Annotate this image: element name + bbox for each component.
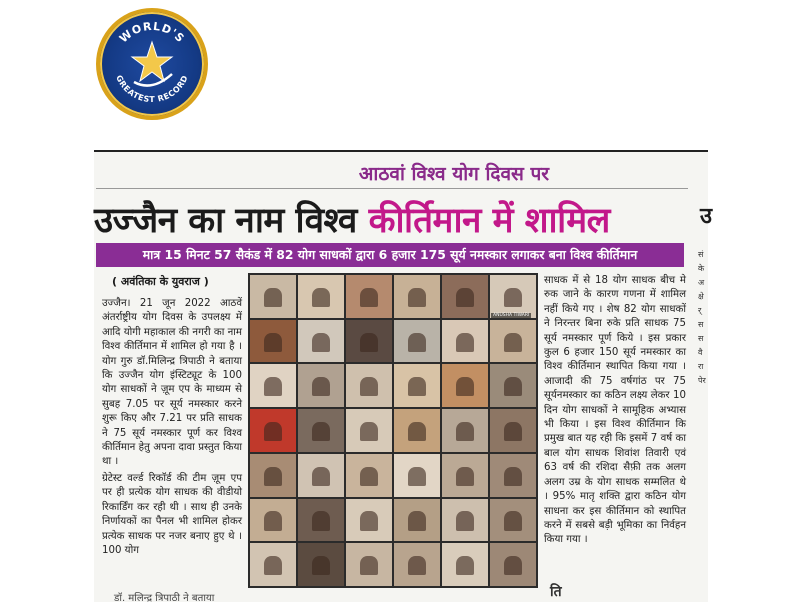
participant-figure <box>360 288 378 307</box>
participant-figure <box>312 333 330 352</box>
participant-figure <box>504 467 522 486</box>
participant-figure <box>360 333 378 352</box>
zoom-participant-tile <box>442 499 488 542</box>
participant-figure <box>456 467 474 486</box>
paragraph: उज्जैन। 21 जून 2022 आठवें अंतर्राष्ट्रीय योग दिवस के उपलक्ष्य में आदि योगी महाकाल की नगरी का नाम विश्व कीर्तिमान में शामिल हो गया है । योग गुरु डॉ.मिलिन्द्र त्रिपाठी ने बताया कि उज्जैन योग इंस्टिट्यूट के 100 योग साधकों ने ज़ूम एप के माध्यम से सुबह 7.05 पर सूर्य नमस्कार करने शुरू किए और 7.21 पर प्रति साधक ने 75 सूर्य नमस्कार पूर्ण कर विश्व कीर्तिमान हेतु अपना दावा प्रस्तुत किया था । <box>102 298 242 468</box>
participant-figure <box>456 422 474 441</box>
zoom-participant-tile <box>490 499 536 542</box>
zoom-participant-tile <box>394 320 440 363</box>
zoom-participant-tile <box>250 499 296 542</box>
zoom-participant-tile <box>442 409 488 452</box>
zoom-participant-tile <box>442 454 488 497</box>
participant-figure <box>312 556 330 575</box>
participant-name: ANUSHA TIWARI <box>493 312 530 318</box>
article-headline <box>94 196 694 243</box>
participant-figure <box>408 288 426 307</box>
zoom-participant-tile <box>442 320 488 363</box>
participant-figure <box>312 288 330 307</box>
participant-figure <box>408 377 426 396</box>
kicker-divider <box>96 188 688 189</box>
participant-figure <box>504 288 522 307</box>
newspaper-clipping <box>94 150 713 604</box>
zoom-participant-tile <box>250 320 296 363</box>
participant-figure <box>408 556 426 575</box>
zoom-participant-tile <box>250 454 296 497</box>
zoom-participant-tile <box>346 454 392 497</box>
participant-figure <box>360 511 378 530</box>
zoom-participant-tile <box>346 499 392 542</box>
participant-figure <box>456 511 474 530</box>
participant-figure <box>264 467 282 486</box>
zoom-participant-tile <box>490 364 536 407</box>
zoom-participant-tile <box>490 320 536 363</box>
participant-figure <box>408 511 426 530</box>
article-byline: ( अवंतिका के युवराज ) <box>112 275 209 288</box>
zoom-participant-tile <box>394 275 440 318</box>
zoom-participant-tile <box>346 543 392 586</box>
zoom-participant-tile <box>442 364 488 407</box>
participant-figure <box>504 422 522 441</box>
participant-figure <box>312 467 330 486</box>
footer-right-fragment: ति <box>550 584 565 600</box>
paragraph: साधक में से 18 योग साधक बीच मे रुक जाने के कारण गणना में शामिल नहीं किये गए । शेष 82 योग साधकों ने निरन्तर बिना रुके प्रति साधक 75 सूर्य नमस्कार पूर्ण किये । इस प्रकार कुल 6 हजार 150 सूर्य नमस्कार का विश्व कीर्तिमान स्थापित किया गया । आजादी की 75 वर्षगांठ पर 75 सूर्यनमस्कार का कठिन लक्ष्य लेकर 10 दिन योग साधकों ने सामूहिक अभ्यास भी किया । इस विश्व कीर्तिमान कि प्रमुख बात यह रही कि इसमें 7 वर्ष का बाल योग साधक शिवांश तिवारी एवं 63 वर्ष की रशिदा सैफ़ी तक अलग अलग उम्र के योग साधक सम्मलित थे । 95% मातृ शक्ति द्वारा कठिन योग साधना कर इस कीर्तिमान को स्थापित करने में सबसे बड़ी भूमिका का निर्वहन किया गया । <box>544 275 686 546</box>
zoom-call-grid-photo <box>248 273 538 588</box>
participant-figure <box>504 511 522 530</box>
participant-figure <box>360 467 378 486</box>
zoom-participant-tile <box>250 275 296 318</box>
participant-figure <box>312 422 330 441</box>
participant-figure <box>264 422 282 441</box>
zoom-participant-tile <box>298 499 344 542</box>
footer-left-fragment: डॉ. मलिन्द्र त्रिपाठी ने बताया <box>114 593 215 604</box>
zoom-participant-tile <box>298 275 344 318</box>
participant-figure <box>264 511 282 530</box>
article-subhead: मात्र 15 मिनट 57 सैकंड में 82 योग साधकों द्वारा 6 हजार 175 सूर्य नमस्कार लगाकर बना विश्व कीर्तिमान <box>96 243 684 267</box>
participant-figure <box>264 288 282 307</box>
zoom-participant-tile <box>298 454 344 497</box>
zoom-participant-tile <box>490 409 536 452</box>
participant-figure <box>360 377 378 396</box>
logo-star-icon <box>132 42 172 81</box>
zoom-participant-tile <box>298 320 344 363</box>
headline-part-1: उज्जैन का नाम विश्व <box>94 201 357 241</box>
participant-figure <box>504 556 522 575</box>
article-column-3 <box>544 274 686 550</box>
zoom-participant-tile <box>250 409 296 452</box>
participant-figure <box>456 288 474 307</box>
zoom-participant-tile <box>442 543 488 586</box>
zoom-participant-tile <box>298 409 344 452</box>
participant-figure <box>264 377 282 396</box>
article-column-1 <box>102 297 242 560</box>
zoom-participant-tile <box>442 275 488 318</box>
logo-text-bottom: GREATEST RECORD <box>114 73 190 105</box>
logo-text-top: WORLD'S <box>116 19 188 46</box>
zoom-participant-tile <box>394 499 440 542</box>
next-column-fragment: सं के अ क्षे र् स स वै रा पेर <box>698 250 706 385</box>
zoom-participant-tile <box>490 275 536 318</box>
participant-figure <box>504 333 522 352</box>
zoom-participant-tile <box>346 364 392 407</box>
svg-text:GREATEST RECORD <box>114 74 190 104</box>
zoom-participant-tile <box>298 543 344 586</box>
zoom-participant-tile <box>394 543 440 586</box>
participant-figure <box>312 511 330 530</box>
zoom-participant-tile <box>394 454 440 497</box>
paragraph: ग्रेटेस्ट वर्ल्ड रिकॉर्ड की टीम ज़ूम एप पर ही प्रत्येक योग साधक की वीडीयो रिकार्डिंग कर रही थी । साथ ही उनके निर्णायकों का पैनल भी शामिल होकर प्रत्येक साधक पर नजर बनाए हुए थे । 100 योग <box>102 472 242 556</box>
participant-figure <box>456 377 474 396</box>
zoom-participant-tile <box>490 543 536 586</box>
participant-figure <box>264 333 282 352</box>
zoom-participant-tile <box>250 543 296 586</box>
zoom-participant-tile <box>298 364 344 407</box>
next-article-fragment: उ <box>700 204 713 229</box>
participant-figure <box>408 467 426 486</box>
worlds-greatest-record-logo <box>96 8 208 120</box>
zoom-participant-tile <box>394 409 440 452</box>
zoom-participant-tile <box>346 275 392 318</box>
participant-figure <box>408 422 426 441</box>
headline-part-2: कीर्तिमान में शामिल <box>368 201 610 241</box>
participant-figure <box>360 422 378 441</box>
article-kicker: आठवां विश्व योग दिवस पर <box>358 163 550 185</box>
participant-figure <box>456 333 474 352</box>
participant-figure <box>360 556 378 575</box>
participant-figure <box>312 377 330 396</box>
participant-figure <box>504 377 522 396</box>
zoom-participant-tile <box>346 409 392 452</box>
zoom-participant-tile <box>394 364 440 407</box>
participant-figure <box>264 556 282 575</box>
participant-figure <box>408 333 426 352</box>
zoom-participant-tile <box>346 320 392 363</box>
zoom-participant-tile <box>250 364 296 407</box>
zoom-participant-tile <box>490 454 536 497</box>
participant-figure <box>456 556 474 575</box>
